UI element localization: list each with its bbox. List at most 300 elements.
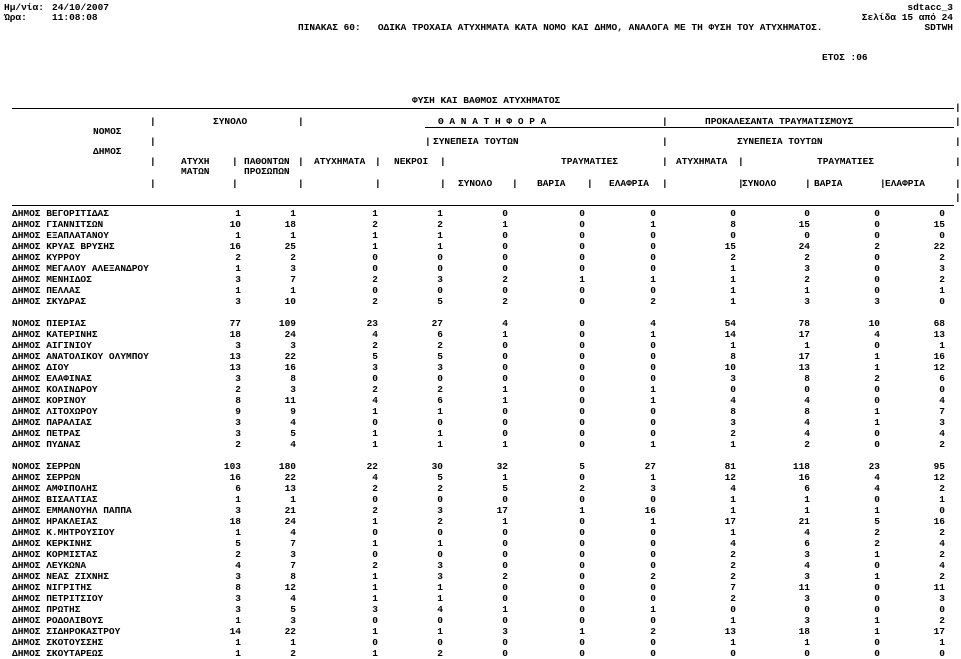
row-label: ΔΗΜΟΣ ΝΕΑΣ ΖΙΧΝΗΣ xyxy=(12,571,109,582)
table-cell: 1 xyxy=(502,472,508,483)
table-cell: 2 xyxy=(502,296,508,307)
table-cell: 18 xyxy=(284,219,296,230)
table-cell: 0 xyxy=(650,340,656,351)
table-cell: 1 xyxy=(437,582,443,593)
table-cell: 0 xyxy=(650,560,656,571)
table-cell: 1 xyxy=(235,494,241,505)
table-cell: 14 xyxy=(229,626,241,637)
table-cell: 0 xyxy=(437,494,443,505)
column-separator: | xyxy=(955,178,961,189)
table-cell: 16 xyxy=(644,505,656,516)
table-cell: 3 xyxy=(290,549,296,560)
table-cell: 4 xyxy=(874,472,880,483)
table-cell: 8 xyxy=(730,351,736,362)
table-cell: 3 xyxy=(437,362,443,373)
injury-accidents-header: ΑΤΥΧΗΜΑΤΑ xyxy=(676,156,728,167)
column-separator: | xyxy=(150,136,156,147)
table-cell: 0 xyxy=(730,604,736,615)
table-cell: 78 xyxy=(798,318,810,329)
table-cell: 2 xyxy=(502,274,508,285)
table-cell: 1 xyxy=(290,230,296,241)
table-cell: 0 xyxy=(874,219,880,230)
table-cell: 2 xyxy=(235,549,241,560)
table-cell: 1 xyxy=(235,637,241,648)
table-cell: 0 xyxy=(650,582,656,593)
table-cell: 3 xyxy=(804,571,810,582)
table-cell: 8 xyxy=(804,373,810,384)
table-cell: 2 xyxy=(730,252,736,263)
dead-header: ΝΕΚΡΟΙ xyxy=(394,156,429,167)
row-label: ΔΗΜΟΣ ΛΙΤΟΧΩΡΟΥ xyxy=(12,406,98,417)
table-cell: 0 xyxy=(579,582,585,593)
table-cell: 2 xyxy=(372,340,378,351)
table-cell: 1 xyxy=(372,406,378,417)
table-cell: 1 xyxy=(372,208,378,219)
table-cell: 0 xyxy=(502,208,508,219)
table-cell: 0 xyxy=(939,505,945,516)
table-cell: 1 xyxy=(235,285,241,296)
table-cell: 0 xyxy=(437,373,443,384)
column-separator: | xyxy=(955,156,961,167)
table-cell: 2 xyxy=(939,483,945,494)
table-cell: 5 xyxy=(874,516,880,527)
column-separator: | xyxy=(150,156,156,167)
table-cell: 0 xyxy=(372,252,378,263)
table-cell: 5 xyxy=(437,351,443,362)
table-cell: 0 xyxy=(437,527,443,538)
table-cell: 0 xyxy=(579,560,585,571)
table-cell: 0 xyxy=(939,230,945,241)
table-cell: 6 xyxy=(437,329,443,340)
table-cell: 5 xyxy=(290,428,296,439)
table-cell: 1 xyxy=(235,230,241,241)
table-cell: 0 xyxy=(874,285,880,296)
table-cell: 0 xyxy=(579,263,585,274)
table-cell: 0 xyxy=(650,615,656,626)
table-cell: 1 xyxy=(372,582,378,593)
table-cell: 4 xyxy=(939,560,945,571)
table-cell: 13 xyxy=(229,351,241,362)
table-cell: 2 xyxy=(579,483,585,494)
table-cell: 2 xyxy=(502,571,508,582)
table-cell: 0 xyxy=(502,230,508,241)
group-rule xyxy=(425,127,954,128)
table-cell: 0 xyxy=(730,230,736,241)
table-cell: 2 xyxy=(372,219,378,230)
table-cell: 0 xyxy=(874,263,880,274)
row-label: ΔΗΜΟΣ ΚΡΥΑΣ ΒΡΥΣΗΣ xyxy=(12,241,115,252)
table-cell: 1 xyxy=(502,439,508,450)
table-cell: 22 xyxy=(366,461,378,472)
table-cell: 3 xyxy=(650,483,656,494)
table-cell: 0 xyxy=(650,252,656,263)
table-cell: 0 xyxy=(579,648,585,659)
column-separator: | xyxy=(738,178,744,189)
table-cell: 4 xyxy=(874,329,880,340)
table-cell: 5 xyxy=(579,461,585,472)
table-cell: 24 xyxy=(284,516,296,527)
injury-light-header: ΕΛΑΦΡΙΑ xyxy=(885,178,925,189)
table-cell: 23 xyxy=(868,461,880,472)
table-cell: 118 xyxy=(792,461,810,472)
table-cell: 1 xyxy=(730,439,736,450)
table-cell: 22 xyxy=(284,351,296,362)
row-label: ΔΗΜΟΣ ΑΙΓΙΝΙΟΥ xyxy=(12,340,92,351)
table-cell: 6 xyxy=(804,538,810,549)
table-cell: 9 xyxy=(290,406,296,417)
table-cell: 1 xyxy=(939,285,945,296)
column-separator: | xyxy=(512,178,518,189)
table-cell: 0 xyxy=(874,593,880,604)
year-label: ΕΤΟΣ :06 xyxy=(822,52,868,63)
table-cell: 68 xyxy=(933,318,945,329)
table-cell: 13 xyxy=(798,362,810,373)
table-cell: 2 xyxy=(939,527,945,538)
table-cell: 13 xyxy=(284,483,296,494)
column-separator: | xyxy=(425,136,431,147)
table-cell: 0 xyxy=(437,549,443,560)
table-cell: 0 xyxy=(502,615,508,626)
table-cell: 4 xyxy=(437,604,443,615)
table-cell: 1 xyxy=(650,329,656,340)
table-cell: 4 xyxy=(939,395,945,406)
row-label: ΝΟΜΟΣ ΠΙΕΡΙΑΣ xyxy=(12,318,87,329)
fatal-header: Θ Α Ν Α Τ Η Φ Ο Ρ Α xyxy=(438,116,547,127)
report-id: sdtacc_3 xyxy=(907,2,953,13)
table-cell: 12 xyxy=(933,472,945,483)
table-cell: 1 xyxy=(235,527,241,538)
table-cell: 1 xyxy=(939,637,945,648)
table-cell: 15 xyxy=(798,219,810,230)
table-cell: 3 xyxy=(804,296,810,307)
table-cell: 0 xyxy=(730,208,736,219)
table-cell: 0 xyxy=(804,208,810,219)
injury-sum-header: ΣΥΝΟΛΟ xyxy=(742,178,777,189)
table-cell: 2 xyxy=(939,252,945,263)
row-label: ΔΗΜΟΣ Κ.ΜΗΤΡΟΥΣΙΟΥ xyxy=(12,527,115,538)
row-label: ΔΗΜΟΣ ΒΙΣΑΛΤΙΑΣ xyxy=(12,494,98,505)
column-separator: | xyxy=(298,156,304,167)
header-bottom-rule xyxy=(12,205,954,206)
table-cell: 0 xyxy=(874,494,880,505)
table-cell: 1 xyxy=(372,571,378,582)
table-cell: 3 xyxy=(437,571,443,582)
table-cell: 18 xyxy=(229,329,241,340)
table-cell: 1 xyxy=(437,230,443,241)
fatal-severe-header: ΒΑΡΙΑ xyxy=(537,178,566,189)
table-cell: 2 xyxy=(437,516,443,527)
table-cell: 0 xyxy=(939,648,945,659)
table-cell: 1 xyxy=(730,527,736,538)
table-cell: 2 xyxy=(939,615,945,626)
table-cell: 4 xyxy=(372,395,378,406)
column-separator: | xyxy=(375,178,381,189)
table-cell: 0 xyxy=(650,593,656,604)
table-cell: 2 xyxy=(804,252,810,263)
table-cell: 2 xyxy=(650,571,656,582)
table-cell: 0 xyxy=(579,219,585,230)
table-cell: 0 xyxy=(579,428,585,439)
column-separator: | xyxy=(440,178,446,189)
table-cell: 0 xyxy=(579,208,585,219)
table-cell: 4 xyxy=(804,417,810,428)
table-cell: 12 xyxy=(284,582,296,593)
table-cell: 1 xyxy=(804,494,810,505)
table-cell: 1 xyxy=(874,406,880,417)
table-cell: 0 xyxy=(650,527,656,538)
table-cell: 0 xyxy=(502,263,508,274)
table-cell: 4 xyxy=(730,395,736,406)
table-cell: 16 xyxy=(284,362,296,373)
nature-header: ΦΥΣΗ ΚΑΙ ΒΑΘΜΟΣ ΑΤΥΧΗΜΑΤΟΣ xyxy=(412,95,561,106)
table-cell: 6 xyxy=(437,395,443,406)
table-cell: 12 xyxy=(933,362,945,373)
table-cell: 95 xyxy=(933,461,945,472)
table-cell: 3 xyxy=(235,428,241,439)
table-cell: 1 xyxy=(235,208,241,219)
table-cell: 1 xyxy=(650,274,656,285)
table-cell: 15 xyxy=(724,241,736,252)
table-cell: 2 xyxy=(730,549,736,560)
table-cell: 3 xyxy=(235,296,241,307)
table-cell: 3 xyxy=(290,615,296,626)
table-cell: 2 xyxy=(939,571,945,582)
table-cell: 2 xyxy=(372,483,378,494)
table-cell: 2 xyxy=(874,527,880,538)
table-cell: 1 xyxy=(372,516,378,527)
table-cell: 1 xyxy=(650,516,656,527)
table-cell: 0 xyxy=(650,263,656,274)
table-cell: 0 xyxy=(939,604,945,615)
table-cell: 1 xyxy=(235,263,241,274)
table-cell: 1 xyxy=(730,285,736,296)
row-label: ΔΗΜΟΣ ΠΕΤΡΑΣ xyxy=(12,428,81,439)
column-separator: | xyxy=(298,116,304,127)
column-separator: | xyxy=(298,178,304,189)
table-cell: 5 xyxy=(502,483,508,494)
table-cell: 0 xyxy=(502,373,508,384)
table-cell: 1 xyxy=(437,241,443,252)
table-cell: 0 xyxy=(579,285,585,296)
table-cell: 0 xyxy=(579,472,585,483)
row-label: ΝΟΜΟΣ ΣΕΡΡΩΝ xyxy=(12,461,81,472)
table-cell: 1 xyxy=(372,241,378,252)
table-cell: 0 xyxy=(874,637,880,648)
row-label: ΔΗΜΟΣ ΚΟΡΜΙΣΤΑΣ xyxy=(12,549,98,560)
table-cell: 5 xyxy=(437,472,443,483)
table-cell: 11 xyxy=(933,582,945,593)
table-cell: 0 xyxy=(579,395,585,406)
table-cell: 17 xyxy=(798,351,810,362)
table-cell: 3 xyxy=(730,373,736,384)
row-label: ΔΗΜΟΣ ΑΜΦΙΠΟΛΗΣ xyxy=(12,483,98,494)
table-cell: 1 xyxy=(372,593,378,604)
column-separator: | xyxy=(662,178,668,189)
table-cell: 7 xyxy=(290,538,296,549)
column-separator: | xyxy=(150,116,156,127)
table-cell: 1 xyxy=(874,615,880,626)
time-value: 11:08:08 xyxy=(52,12,98,23)
column-separator: | xyxy=(955,116,961,127)
table-cell: 1 xyxy=(730,637,736,648)
table-cell: 0 xyxy=(579,527,585,538)
table-cell: 27 xyxy=(644,461,656,472)
table-cell: 0 xyxy=(579,516,585,527)
table-cell: 0 xyxy=(874,274,880,285)
row-label: ΔΗΜΟΣ ΠΡΩΤΗΣ xyxy=(12,604,81,615)
row-label: ΔΗΜΟΣ ΣΙΔΗΡΟΚΑΣΤΡΟΥ xyxy=(12,626,121,637)
table-cell: 1 xyxy=(502,395,508,406)
table-cell: 1 xyxy=(290,208,296,219)
table-cell: 3 xyxy=(372,604,378,615)
table-cell: 0 xyxy=(804,230,810,241)
table-cell: 0 xyxy=(730,384,736,395)
table-cell: 2 xyxy=(372,274,378,285)
table-cell: 1 xyxy=(437,593,443,604)
table-cell: 3 xyxy=(874,296,880,307)
table-cell: 8 xyxy=(804,406,810,417)
table-cell: 4 xyxy=(290,417,296,428)
table-cell: 10 xyxy=(724,362,736,373)
table-cell: 77 xyxy=(229,318,241,329)
table-cell: 1 xyxy=(502,516,508,527)
table-cell: 2 xyxy=(437,648,443,659)
table-cell: 5 xyxy=(290,604,296,615)
table-cell: 81 xyxy=(724,461,736,472)
table-cell: 0 xyxy=(372,285,378,296)
nomos-header: ΝΟΜΟΣ xyxy=(93,126,122,137)
table-cell: 0 xyxy=(579,571,585,582)
table-cell: 3 xyxy=(372,362,378,373)
dimos-header: ΔΗΜΟΣ xyxy=(93,146,122,157)
table-cell: 2 xyxy=(804,439,810,450)
table-cell: 4 xyxy=(874,483,880,494)
table-cell: 22 xyxy=(284,626,296,637)
table-cell: 0 xyxy=(579,373,585,384)
total-header: ΣΥΝΟΛΟ xyxy=(213,116,248,127)
table-cell: 0 xyxy=(437,615,443,626)
table-cell: 0 xyxy=(874,560,880,571)
table-cell: 3 xyxy=(235,505,241,516)
column-separator: | xyxy=(375,156,381,167)
time-label: Ώρα: xyxy=(4,12,27,23)
table-cell: 4 xyxy=(730,483,736,494)
row-label: ΔΗΜΟΣ ΣΕΡΡΩΝ xyxy=(12,472,81,483)
table-cell: 0 xyxy=(650,230,656,241)
table-cell: 0 xyxy=(579,241,585,252)
table-cell: 16 xyxy=(229,241,241,252)
table-cell: 5 xyxy=(235,538,241,549)
table-cell: 21 xyxy=(284,505,296,516)
table-cell: 1 xyxy=(372,428,378,439)
table-cell: 17 xyxy=(724,516,736,527)
column-separator: | xyxy=(150,178,156,189)
table-cell: 2 xyxy=(730,571,736,582)
table-cell: 2 xyxy=(874,373,880,384)
table-cell: 6 xyxy=(235,483,241,494)
table-cell: 4 xyxy=(290,593,296,604)
table-cell: 4 xyxy=(502,318,508,329)
table-cell: 0 xyxy=(874,340,880,351)
row-label: ΔΗΜΟΣ ΔΙΟΥ xyxy=(12,362,70,373)
table-cell: 4 xyxy=(372,329,378,340)
table-title: ΠΙΝΑΚΑΣ 60: ΟΔΙΚΑ ΤΡΟΧΑΙΑ ΑΤΥΧΗΜΑΤΑ ΚΑΤΑ ΝΟΜΟ ΚΑΙ ΔΗΜΟ, ΑΝΑΛΟΓΑ ΜΕ ΤΗ ΦΥΣΗ ΤΟΥ ΑΤΥΧΗΜΑΤΟΣ. xyxy=(298,22,823,33)
table-cell: 2 xyxy=(939,274,945,285)
table-cell: 0 xyxy=(502,538,508,549)
table-cell: 3 xyxy=(502,626,508,637)
table-cell: 32 xyxy=(496,461,508,472)
row-label: ΔΗΜΟΣ ΓΙΑΝΝΙΤΣΩΝ xyxy=(12,219,104,230)
table-cell: 0 xyxy=(650,538,656,549)
table-cell: 0 xyxy=(502,549,508,560)
table-cell: 0 xyxy=(650,549,656,560)
table-cell: 2 xyxy=(372,505,378,516)
table-cell: 1 xyxy=(730,296,736,307)
table-cell: 3 xyxy=(804,615,810,626)
table-cell: 4 xyxy=(372,472,378,483)
table-cell: 1 xyxy=(874,505,880,516)
injury-consequences-header: ΣΥΝΕΠΕΙΑ ΤΟΥΤΩΝ xyxy=(737,136,823,147)
table-cell: 3 xyxy=(939,593,945,604)
table-cell: 1 xyxy=(650,439,656,450)
table-cell: 1 xyxy=(235,648,241,659)
table-cell: 0 xyxy=(502,406,508,417)
date-label: Ημ/νία: xyxy=(4,2,44,13)
table-cell: 1 xyxy=(579,626,585,637)
table-cell: 16 xyxy=(933,516,945,527)
row-label: ΔΗΜΟΣ ΒΕΓΟΡΙΤΙΔΑΣ xyxy=(12,208,109,219)
table-cell: 17 xyxy=(496,505,508,516)
page-info: Σελίδα 15 από 24 xyxy=(861,12,953,23)
table-cell: 8 xyxy=(730,219,736,230)
fatal-light-header: ΕΛΑΦΡΙΑ xyxy=(609,178,649,189)
table-cell: 180 xyxy=(278,461,296,472)
table-cell: 0 xyxy=(874,208,880,219)
row-label: ΔΗΜΟΣ ΚΑΤΕΡΙΝΗΣ xyxy=(12,329,98,340)
table-cell: 4 xyxy=(804,527,810,538)
table-cell: 1 xyxy=(730,263,736,274)
table-cell: 0 xyxy=(579,318,585,329)
table-cell: 0 xyxy=(579,384,585,395)
table-cell: 6 xyxy=(804,483,810,494)
table-cell: 0 xyxy=(437,263,443,274)
column-separator: | xyxy=(955,102,961,113)
header-top-rule xyxy=(12,108,954,109)
table-cell: 3 xyxy=(437,560,443,571)
table-cell: 3 xyxy=(290,340,296,351)
table-cell: 1 xyxy=(290,285,296,296)
table-cell: 1 xyxy=(650,395,656,406)
table-cell: 0 xyxy=(502,637,508,648)
table-cell: 1 xyxy=(372,648,378,659)
table-cell: 2 xyxy=(730,560,736,571)
table-cell: 0 xyxy=(650,428,656,439)
table-cell: 3 xyxy=(235,274,241,285)
table-cell: 7 xyxy=(290,560,296,571)
column-separator: | xyxy=(805,178,811,189)
table-cell: 2 xyxy=(235,439,241,450)
table-cell: 8 xyxy=(290,571,296,582)
table-cell: 2 xyxy=(290,252,296,263)
table-cell: 6 xyxy=(939,373,945,384)
table-cell: 0 xyxy=(372,527,378,538)
table-cell: 2 xyxy=(804,274,810,285)
table-cell: 17 xyxy=(933,626,945,637)
table-cell: 1 xyxy=(502,604,508,615)
table-cell: 5 xyxy=(437,296,443,307)
table-cell: 2 xyxy=(290,648,296,659)
table-cell: 1 xyxy=(579,505,585,516)
